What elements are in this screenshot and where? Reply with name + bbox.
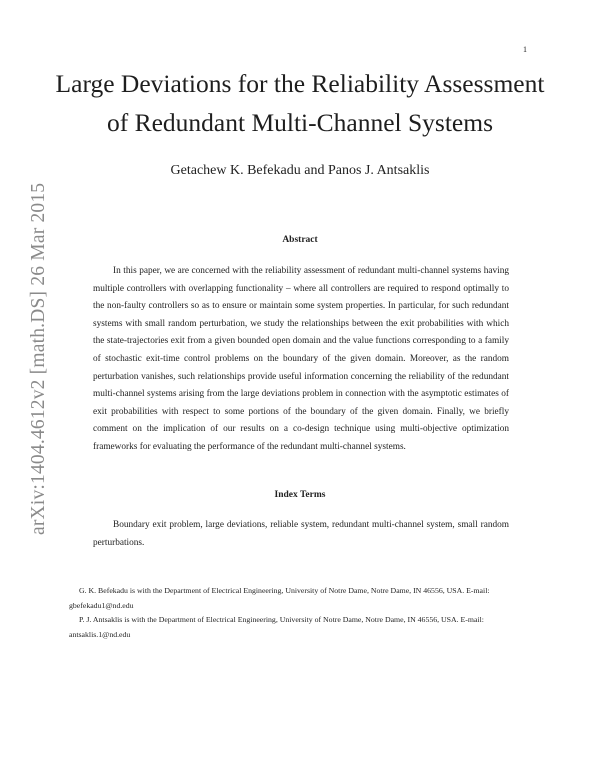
arxiv-identifier-stamp[interactable]: arXiv:1404.4612v2 [math.DS] 26 Mar 2015 [28,182,49,535]
author-footnote-1: G. K. Befekadu is with the Department of Electrical Engineering, University of Notre Dame, Notre Dame, IN 46556, USA. E-mail: gbefekadu1@nd.edu [69,586,490,610]
index-terms-paragraph: Boundary exit problem, large deviations, reliable system, redundant multi-channel system, small random perturbations. [93,520,509,548]
title-line-2: of Redundant Multi-Channel Systems [106,108,493,137]
index-terms-heading: Index Terms [274,490,326,500]
author-footnote-2: P. J. Antsaklis is with the Department of Electrical Engineering, University of Notre Dame, Notre Dame, IN 46556, USA. E-mail: antsaklis.1@nd.edu [69,615,484,639]
title-line-1: Large Deviations for the Reliability Assessment [55,69,545,98]
paper-title [0,64,600,142]
page-number: 1 [523,45,527,54]
abstract-heading: Abstract [282,235,318,245]
author-list: Getachew K. Befekadu and Panos J. Antsaklis [170,163,430,178]
abstract-paragraph: In this paper, we are concerned with the reliability assessment of redundant multi-channel systems having multiple controllers with overlapping functionality – where all controllers are required to respond optimally to the non-faulty controllers so as to ensure or maintain some system properties. In particular, for such redundant systems with small random perturbation, we study the relationships between the exit probabilities with which the state-trajectories exit from a given bounded open domain and the value functions corresponding to a family of stochastic exit-time control problems on the boundary of the given domain. Moreover, as the random perturbation vanishes, such relationships provide useful information concerning the reliability of the redundant multi-channel systems arising from the large deviations problem in connection with the asymptotic estimates of exit probabilities with respect to some portions of the boundary of the given domain. Finally, we briefly comment on the implication of our results on a co-design technique using multi-objective optimization frameworks for evaluating the performance of the redundant multi-channel systems. [93,266,509,452]
